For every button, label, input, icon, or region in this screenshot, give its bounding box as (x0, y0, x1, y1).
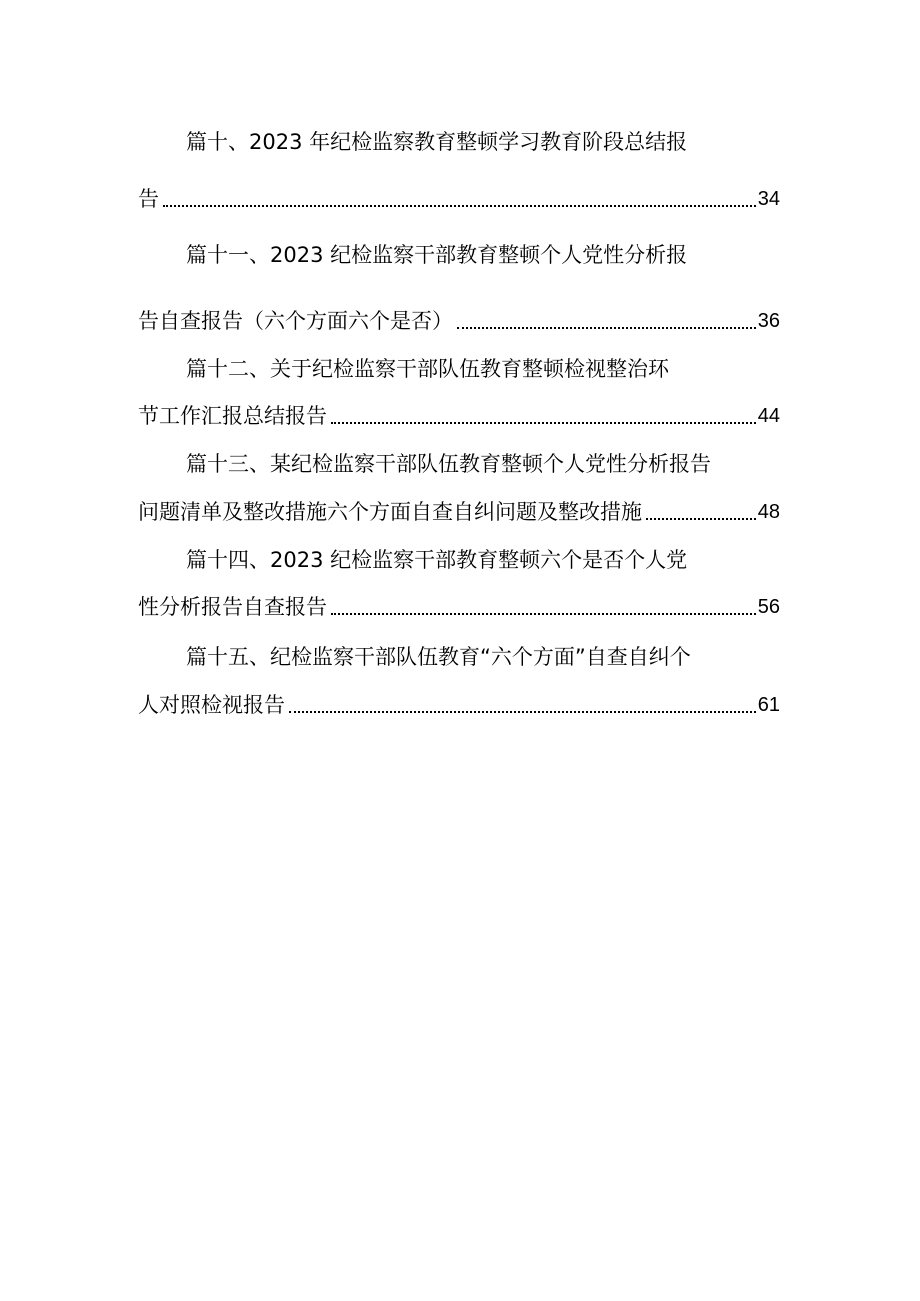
toc-entry-title-continued: 节工作汇报总结报告 (138, 404, 327, 428)
toc-entry-link[interactable] (138, 401, 780, 431)
toc-entry-title: 篇十三、某纪检监察干部队伍教育整顿个人党性分析报告 (186, 452, 711, 476)
dot-leader (289, 711, 756, 713)
toc-entry-title: 篇十一、2023 纪检监察干部教育整顿个人党性分析报 (186, 243, 688, 267)
toc-entry-title: 篇十四、2023 纪检监察干部教育整顿六个是否个人党 (186, 548, 688, 572)
toc-entry-link[interactable] (138, 184, 780, 214)
dot-leader (646, 518, 756, 520)
toc-entry-link[interactable] (138, 592, 780, 622)
toc-entry-title-continued: 告 (138, 187, 159, 211)
toc-entry-link[interactable] (138, 690, 780, 720)
toc-entry-link[interactable] (138, 306, 780, 336)
toc-entry-title-continued: 性分析报告自查报告 (138, 595, 327, 619)
dot-leader (457, 327, 756, 329)
page-number: 48 (757, 501, 780, 523)
page-number: 56 (757, 596, 780, 618)
toc-entry-title-continued: 人对照检视报告 (138, 693, 285, 717)
toc-entry-title-continued: 告自查报告（六个方面六个是否） (138, 309, 453, 333)
toc-entry-title: 篇十五、纪检监察干部队伍教育“六个方面”自查自纠个 (186, 645, 691, 669)
toc-entry-title: 篇十、2023 年纪检监察教育整顿学习教育阶段总结报 (186, 130, 688, 154)
page-number: 44 (757, 405, 780, 427)
toc-entry-title-continued: 问题清单及整改措施六个方面自查自纠问题及整改措施 (138, 500, 642, 524)
page-number: 61 (757, 694, 780, 716)
toc-entry-link[interactable] (138, 497, 780, 527)
toc-entry-title: 篇十二、关于纪检监察干部队伍教育整顿检视整治环 (186, 357, 669, 381)
page-number: 34 (757, 188, 780, 210)
page-number: 36 (757, 310, 780, 332)
dot-leader (331, 613, 756, 615)
dot-leader (163, 205, 756, 207)
dot-leader (331, 422, 756, 424)
